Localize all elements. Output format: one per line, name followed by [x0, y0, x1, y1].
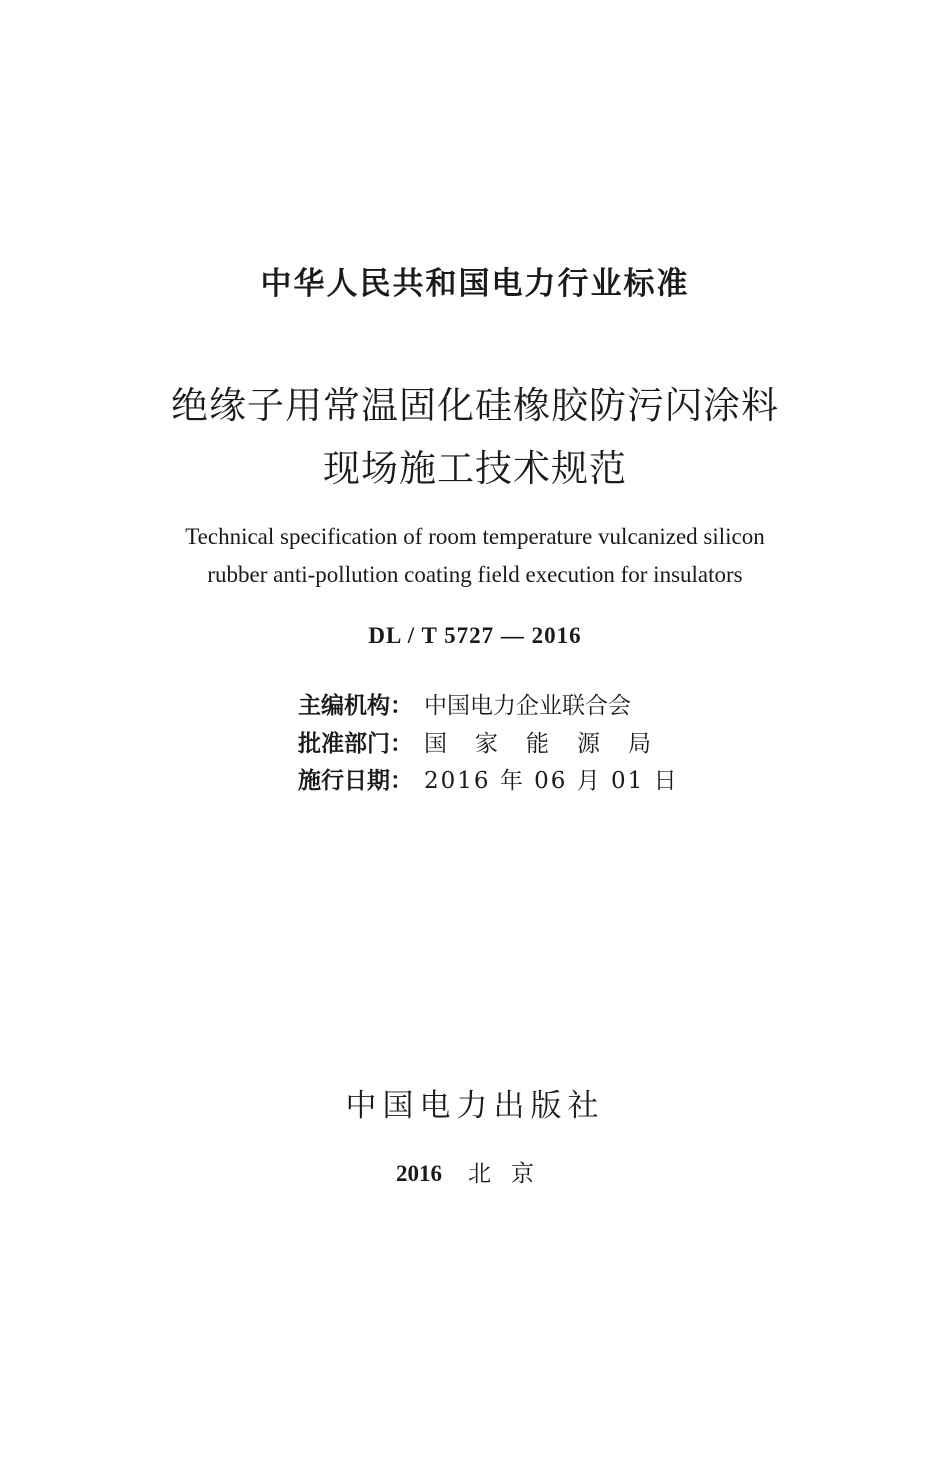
publication-city: 北京 — [468, 1161, 554, 1187]
english-title-line-1: Technical specification of room temperature vulcanized silicon — [185, 524, 765, 549]
publisher-name: 中国电力出版社 — [345, 1088, 605, 1124]
metadata-row-editor — [298, 688, 679, 726]
metadata-label: 主编机构： — [298, 693, 413, 719]
metadata-value: 国家能源局 — [424, 730, 679, 757]
english-title-line-2: rubber anti-pollution coating field execution for insulators — [207, 562, 743, 587]
metadata-label: 批准部门： — [298, 730, 413, 757]
industry-standard-heading: 中华人民共和国电力行业标准 — [260, 266, 690, 302]
publication-year: 2016 — [396, 1161, 442, 1186]
metadata-row-effective-date — [298, 763, 679, 801]
metadata-row-approval — [298, 726, 679, 764]
chinese-title-line-1: 绝缘子用常温固化硅橡胶防污闪涂料 — [171, 384, 779, 427]
publication-place-year — [0, 1155, 950, 1188]
metadata-label: 施行日期： — [298, 768, 413, 794]
metadata-value: 中国电力企业联合会 — [424, 693, 631, 719]
standard-number: DL / T 5727 — 2016 — [368, 623, 582, 648]
metadata-block — [298, 688, 679, 801]
metadata-value: 2016 年 06 月 01 日 — [424, 768, 679, 794]
chinese-title-line-2: 现场施工技术规范 — [323, 447, 627, 490]
